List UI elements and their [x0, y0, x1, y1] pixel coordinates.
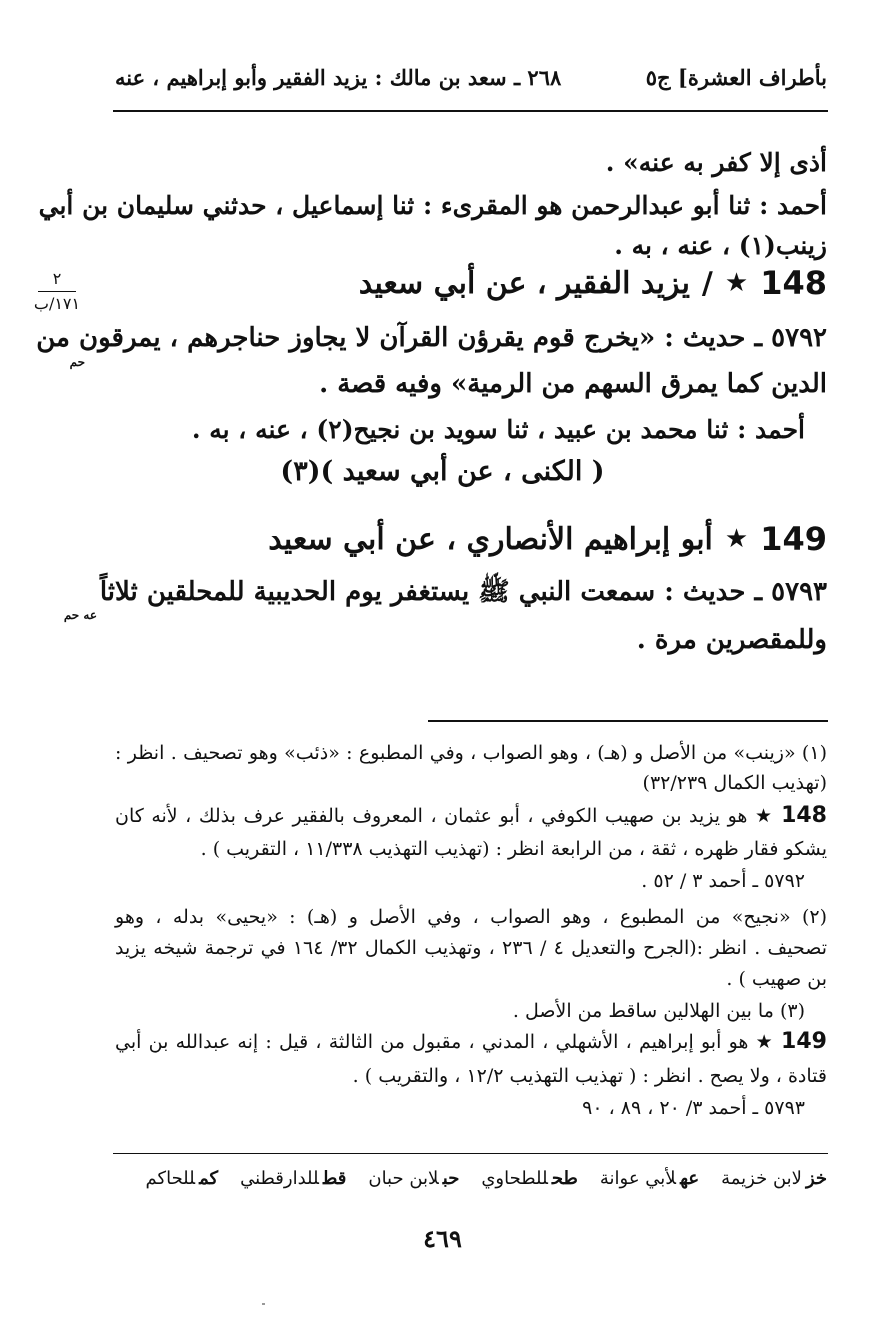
footnote-1-line-1: (١) «زينب» من الأصل و (هـ) ، وهو الصواب ، وفي المطبوع : «ذئب» وهو تصحيف . انظر :	[115, 742, 827, 764]
chapter-148-heading	[359, 264, 827, 302]
body-line-1: أذى إلا كفر به عنه» .	[605, 148, 827, 177]
header-book-title: بأطراف العشرة] ج٥	[645, 64, 827, 90]
abbrev-item: عهلأبي عوانة	[599, 1168, 700, 1189]
chapter-148-number: 148	[760, 264, 827, 302]
note-148-line-3: ٥٧٩٢ ـ أحمد ٣ / ٥٢ .	[641, 870, 805, 892]
bottom-rule	[113, 1153, 828, 1154]
note-148-number: 148	[781, 803, 827, 828]
footnote-3: (٣) ما بين الهلالين ساقط من الأصل .	[512, 1000, 805, 1022]
chapter-149-number: 149	[760, 520, 827, 558]
kuna-heading: ( الكنى ، عن أبي سعيد )(٣)	[280, 456, 605, 487]
note-149-line-1	[115, 1026, 827, 1058]
margin-manuscript-ref	[32, 270, 82, 313]
body-line-2: أحمد : ثنا أبو عبدالرحمن هو المقرىء : ثنا إسماعيل ، حدثني سليمان بن أبي	[38, 191, 827, 220]
hadith-5792-isnad: أحمد : ثنا محمد بن عبيد ، ثنا سويد بن نجيح(٢) ، عنه ، به .	[191, 415, 805, 444]
hadith-5793-source-mark: عه حم	[63, 608, 97, 622]
note-149-line-2: قتادة ، ولا يصح . انظر : ( تهذيب التهذيب ١٢/٢ ، والتقريب ) .	[352, 1065, 827, 1087]
note-149-number: 149	[781, 1029, 827, 1054]
chapter-149-heading	[268, 520, 827, 558]
star-icon: ★	[724, 268, 749, 298]
hadith-5793-line-1: ٥٧٩٣ ـ حديث : سمعت النبي ﷺ يستغفر يوم الحديبية للمحلقين ثلاثاً	[99, 577, 827, 607]
footnote-2-line-3: بن صهيب ) .	[726, 968, 827, 990]
margin-ref-divider	[38, 291, 76, 292]
abbrev-item: طحللطحاوي	[481, 1168, 578, 1189]
margin-ref-top: ٢	[52, 269, 62, 288]
footnote-2-line-2: تصحيف . انظر :(الجرح والتعديل ٤ / ٢٣٦ ، وتهذيب الكمال ٣٢/ ١٦٤ في ترجمة شيخه يزيد	[115, 937, 827, 959]
hadith-5792-line-2: الدين كما يمرق السهم من الرمية» وفيه قصة .	[319, 369, 827, 399]
chapter-149-title: أبو إبراهيم الأنصاري ، عن أبي سعيد	[268, 521, 713, 557]
abbrev-item: خزلابن خزيمة	[721, 1168, 827, 1189]
hadith-5792-source-mark: حم	[69, 355, 85, 369]
note-148-line-1	[115, 800, 827, 832]
note-149-text: ★ هو أبو إبراهيم ، الأشهلي ، المدني ، مقبول من الثالثة ، قيل : إنه عبدالله بن أبي	[115, 1031, 774, 1053]
header-section-title: ٢٦٨ ـ سعد بن مالك : يزيد الفقير وأبو إبراهيم ، عنه	[115, 64, 562, 90]
body-line-3: زينب(١) ، عنه ، به .	[614, 231, 827, 260]
page-number: ٤٦٩	[423, 1224, 462, 1253]
hadith-5792-line-1: ٥٧٩٢ ـ حديث : «يخرج قوم يقرؤن القرآن لا يجاوز حناجرهم ، يمرقون من	[36, 323, 827, 353]
hadith-5793-line-2: وللمقصرين مرة .	[636, 625, 827, 655]
footnote-2-line-1: (٢) «نجيح» من المطبوع ، وهو الصواب ، وفي الأصل و (هـ) : «يحيى» بدله ، وهو	[115, 906, 827, 928]
note-148-line-2: يشكو فقار ظهره ، ثقة ، من الرابعة انظر : (تهذيب التهذيب ١١/٣٣٨ ، التقريب ) .	[200, 838, 827, 860]
abbrev-item: حبلابن حبان	[368, 1168, 460, 1189]
header-rule	[113, 110, 828, 112]
running-header	[115, 60, 827, 94]
note-149-line-3: ٥٧٩٣ ـ أحمد ٣/ ٢٠ ، ٨٩ ، ٩٠	[582, 1097, 805, 1119]
footnote-separator	[428, 720, 828, 722]
margin-ref-bottom: ١٧١/ب	[33, 294, 81, 313]
chapter-148-slash: /	[701, 265, 713, 301]
scan-speck	[262, 1303, 265, 1305]
star-icon: ★	[724, 524, 749, 554]
abbreviation-key	[146, 1168, 827, 1189]
abbrev-item: قطللدارقطني	[240, 1168, 347, 1189]
footnote-1-line-2: (تهذيب الكمال ٣٢/٢٣٩)	[642, 772, 827, 794]
chapter-148-title: يزيد الفقير ، عن أبي سعيد	[358, 265, 690, 301]
abbrev-item: كمللحاكم	[145, 1168, 219, 1189]
note-148-text: ★ هو يزيد بن صهيب الكوفي ، أبو عثمان ، المعروف بالفقير عرف بذلك ، لأنه كان	[115, 805, 774, 827]
